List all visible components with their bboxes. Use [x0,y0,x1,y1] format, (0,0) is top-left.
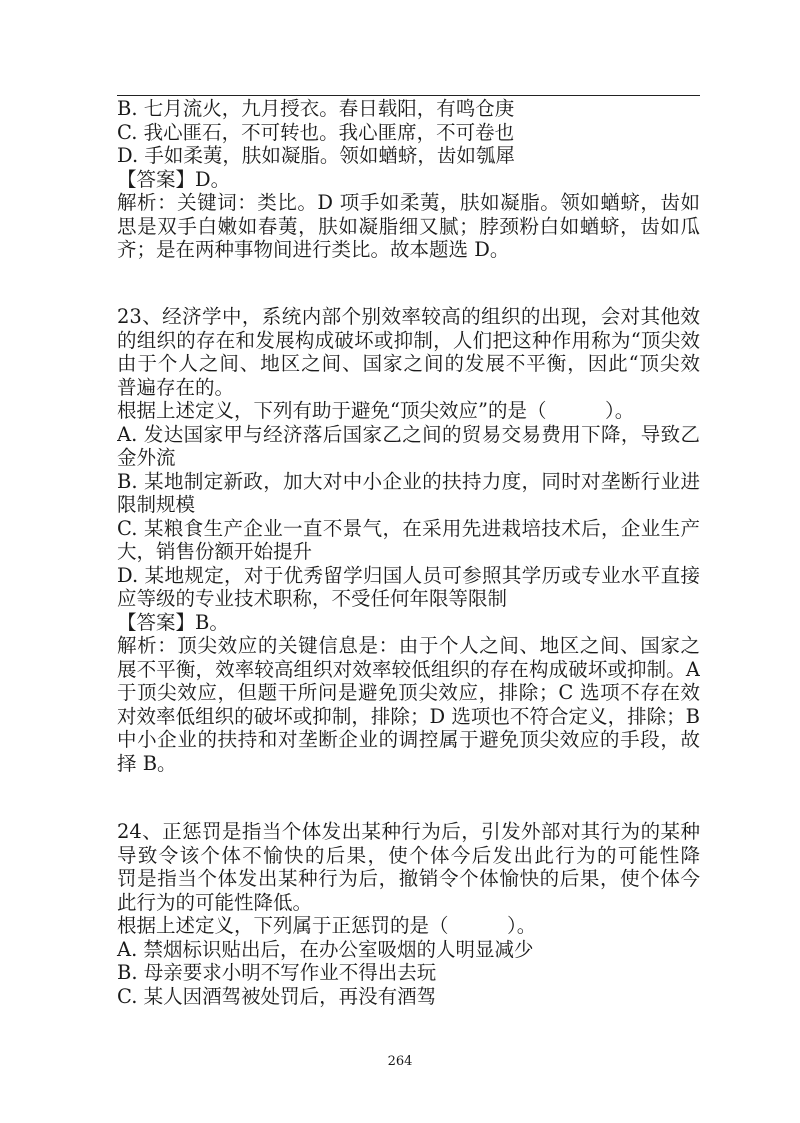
text-line: 择 B。 [117,751,177,775]
text-line: B. 七月流火，九月授衣。春日载阳，有鸣仓庚 [117,97,515,120]
text-line: 中小企业的扶持和对垄断企业的调控属于避免顶尖效应的手段，故 [117,728,700,751]
text-line: 此行为的可能性降低。 [117,890,313,914]
text-line: 导致令该个体不愉快的后果，使个体今后发出此行为的可能性降 [117,843,700,867]
text-line: 限制规模 [117,493,196,516]
text-line: 【答案】D。 [117,167,231,191]
text-line: A. 发达国家甲与经济落后国家乙之间的贸易交易费用下降，导致乙 [117,422,700,446]
page-number: 264 [387,1054,413,1069]
question-24 [117,820,700,1008]
text-line: D. 手如柔荑，肤如凝脂。领如蝤蛴，齿如瓠犀 [117,144,515,167]
text-line: 解析：关键词：类比。D 项手如柔荑，肤如凝脂。领如蝤蛴，齿如 [117,191,700,214]
text-line: 罚是指当个体发出某种行为后，撤销令个体愉快的后果，使个体今 [117,867,700,890]
text-line: A. 禁烟标识贴出后，在办公室吸烟的人明显减少 [117,937,534,961]
text-line: C. 我心匪石，不可转也。我心匪席，不可卷也 [117,120,515,144]
text-line: B. 母亲要求小明不写作业不得出去玩 [117,961,437,984]
text-line: 齐；是在两种事物间进行类比。故本题选 D。 [117,238,510,261]
text-line: D. 某地规定，对于优秀留学归国人员可参照其学历或专业水平直接 [117,563,700,587]
text-line: C. 某人因酒驾被处罚后，再没有酒驾 [117,984,437,1008]
text-line: 根据上述定义，下列属于正惩罚的是（ ）。 [117,914,537,937]
text-line: 对效率低组织的破坏或抑制，排除；D 选项也不符合定义，排除；B [117,704,700,728]
text-line: 展不平衡，效率较高组织对效率较低组织的存在构成破坏或抑制。A [117,657,700,681]
text-line: 思是双手白嫩如春荑，肤如凝脂细又腻；脖颈粉白如蝤蛴，齿如瓜 [117,214,700,238]
text-line: C. 某粮食生产企业一直不景气，在采用先进栽培技术后，企业生产 [117,516,700,540]
text-line: 【答案】B。 [117,610,229,634]
text-line: 应等级的专业技术职称，不受任何年限等限制 [117,587,508,610]
text-line: 由于个人之间、地区之间、国家之间的发展不平衡，因此“顶尖效 [117,352,700,375]
text-line: 金外流 [117,446,176,469]
question-23 [117,305,700,775]
text-line: 大，销售份额开始提升 [117,540,313,563]
text-line: 于顶尖效应，但题干所问是避免顶尖效应，排除；C 选项不存在效 [117,681,700,704]
text-line: 23、经济学中，系统内部个别效率较高的组织的出现，会对其他效 [117,305,700,328]
text-line: 解析：顶尖效应的关键信息是：由于个人之间、地区之间、国家之 [117,634,700,657]
text-line: 根据上述定义，下列有助于避免“顶尖效应”的是（ ）。 [117,399,635,422]
text-line: 24、正惩罚是指当个体发出某种行为后，引发外部对其行为的某种 [117,820,700,843]
text-line: 普遍存在的。 [117,375,235,399]
question-22-tail [117,97,700,262]
header-rule [117,95,700,96]
text-line: B. 某地制定新政，加大对中小企业的扶持力度，同时对垄断行业进 [117,469,700,493]
text-line: 的组织的存在和发展构成破坏或抑制，人们把这种作用称为“顶尖效 [117,328,700,352]
